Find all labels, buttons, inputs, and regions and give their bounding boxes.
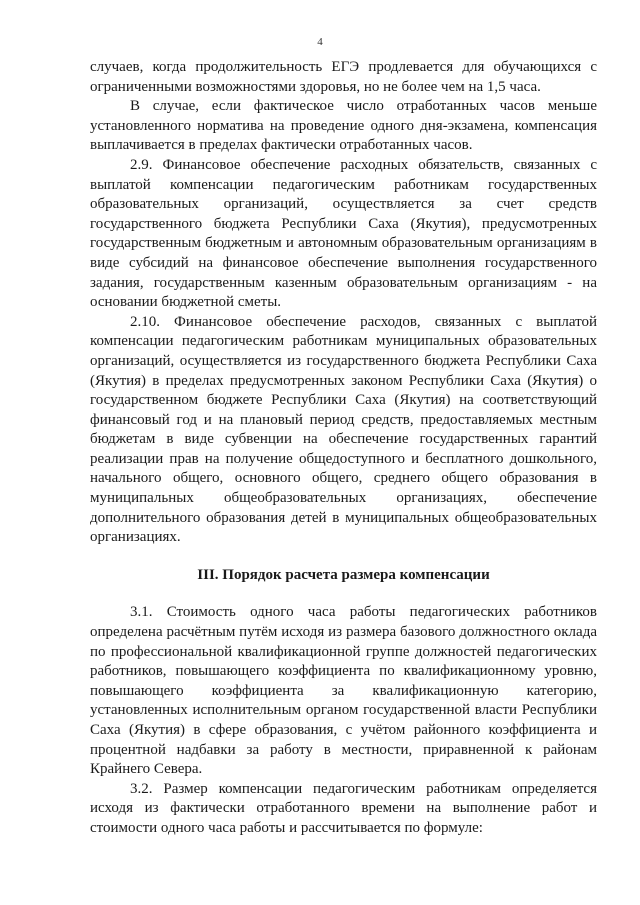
paragraph-continuation: случаев, когда продолжительность ЕГЭ продлевается для обучающихся с ограниченными возможностями здоровья, но не более чем на 1,5 часа. [90, 59, 597, 95]
page-number: 4 [317, 36, 323, 48]
paragraph-3-1: 3.1. Стоимость одного часа работы педагогических работников определена расчётным путём исходя из размера базового должностного оклада по профессиональной квалификационной группе должностей педагогических работников, повышающего коэффициента по квалификационному уровню, повышающего коэффициента за квалификационную категорию, установленных исполнительным органом государственной власти Республики Саха (Якутия) в сфере образования, с учётом районного коэффициента и процентной надбавки за работу в местности, приравненной к районам Крайнего Севера. [90, 604, 597, 778]
spacer [90, 548, 597, 566]
spacer [90, 585, 597, 603]
paragraph-2-9: 2.9. Финансовое обеспечение расходных обязательств, связанных с выплатой компенсации педагогическим работникам государственных образовательных организаций, осуществляется за счет средств государственного бюджета Республики Саха (Якутия), предусмотренных государственным бюджетным и автономным образовательным организациям в виде субсидий на финансовое обеспечение выполнения государственного задания, государственным казенным образовательным организациям - на основании бюджетной сметы. [90, 156, 597, 311]
paragraph-hours-shortfall: В случае, если фактическое число отработанных часов меньше установленного норматива на проведение одного дня-экзамена, компенсация выплачивается в пределах фактически отработанных часов. [90, 98, 597, 154]
document-body [90, 58, 597, 839]
paragraph-2-10: 2.10. Финансовое обеспечение расходов, связанных с выплатой компенсации педагогическим работникам муниципальных образовательных организаций, осуществляется из государственного бюджета Республики Саха (Якутия) в пределах предусмотренных законом Республики Саха (Якутия) о государственном бюджете Республики Саха (Якутия) на соответствующий финансовый год и на плановый период средств, предоставляемых местным бюджетам в виде субвенции на обеспечение государственных гарантий реализации прав на получение общедоступного и бесплатного дошкольного, начального общего, основного общего, среднего общего образования в муниципальных общеобразовательных организациях, обеспечение дополнительного образования детей в муниципальных общеобразовательных организациях. [90, 313, 597, 546]
section-heading: III. Порядок расчета размера компенсации [197, 566, 490, 583]
paragraph-3-2: 3.2. Размер компенсации педагогическим работникам определяется исходя из фактически отработанного времени на выполнение работ и стоимости одного часа работы и рассчитывается по формуле: [90, 780, 597, 836]
